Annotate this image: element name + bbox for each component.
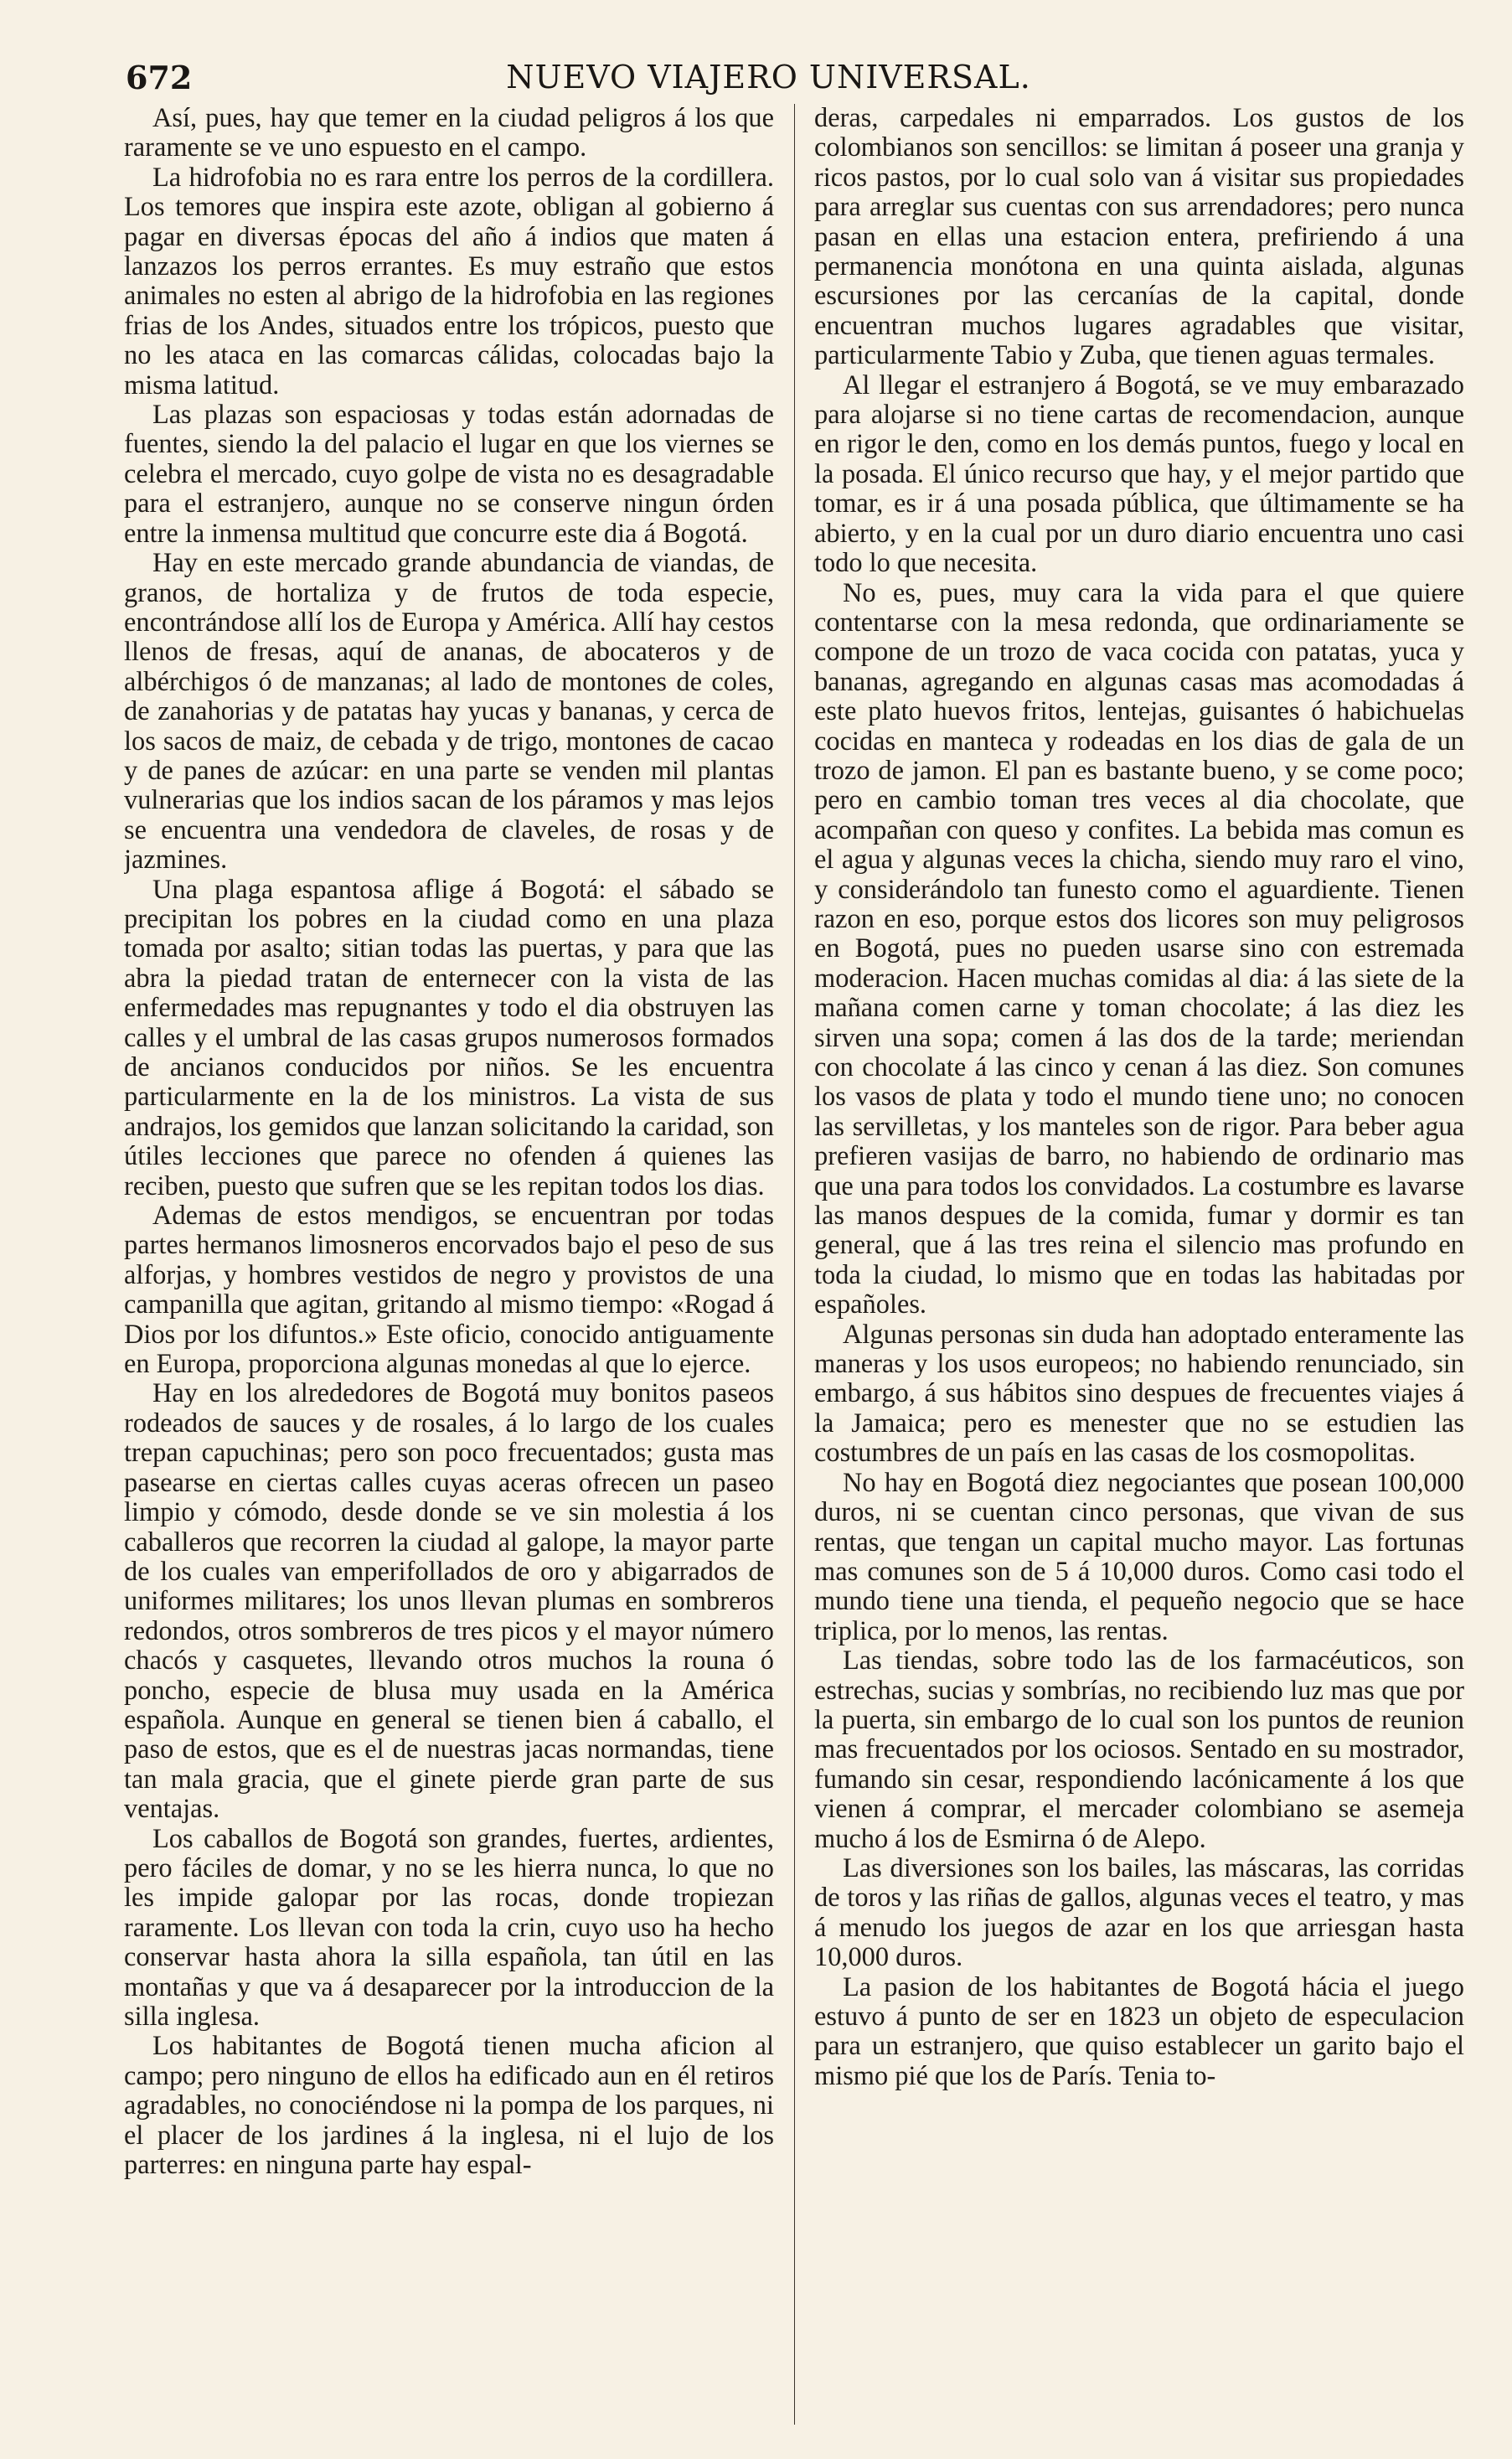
paragraph: No hay en Bogotá diez negociantes que posean 100,000 duros, ni se cuentan cinco personas, que vivan de sus rentas, que tengan un capital mucho mayor. Las fortunas mas comunes son de 5 á 10,000 duros. Como casi todo el mundo tiene una tienda, el pequeño negocio que se hace triplica, por lo menos, las rentas. xyxy=(814,1467,1464,1646)
text-columns xyxy=(124,104,1464,2425)
paragraph: Una plaga espantosa aflige á Bogotá: el sábado se precipitan los pobres en la ciudad como en una plaza tomada por asalto; sitian todas las puertas, y para que las abra la piedad tratan de enternecer con la vista de las enfermedades mas repugnantes y todo el dia obstruyen las calles y el umbral de las casas grupos numerosos formados de ancianos conducidos por niños. Se les encuentra particularmente en la de los ministros. La vista de sus andrajos, los gemidos que lanzan solicitando la caridad, son útiles lecciones que parece no ofenden á quienes las reciben, puesto que sufren que se les repitan todos los dias. xyxy=(124,874,774,1201)
paragraph: deras, carpedales ni emparrados. Los gustos de los colombianos son sencillos: se limitan á poseer una granja y ricos pastos, por lo cual solo van á visitar sus propiedades para arreglar sus cuentas con sus arrendadores; pero nunca pasan en ellas una estacion entera, prefiriendo á una permanencia monótona en una quinta aislada, algunas escursiones por las cercanías de la capital, donde encuentran muchos lugares agradables que visitar, particularmente Tabio y Zuba, que tienen aguas termales. xyxy=(814,104,1464,371)
paragraph: Los habitantes de Bogotá tienen mucha aficion al campo; pero ninguno de ellos ha edificado aun en él retiros agradables, no conociéndose ni la pompa de los parques, ni el placer de los jardines á la inglesa, ni el lujo de los parterres: en ninguna parte hay espal- xyxy=(124,2031,774,2181)
paragraph: Ademas de estos mendigos, se encuentran por todas partes hermanos limosneros encorvados bajo el peso de sus alforjas, y hombres vestidos de negro y provistos de una campanilla que agitan, gritando al mismo tiempo: «Rogad á Dios por los difuntos.» Este oficio, conocido antiguamente en Europa, proporciona algunas monedas al que lo ejerce. xyxy=(124,1201,774,1380)
paragraph: Al llegar el estranjero á Bogotá, se ve muy embarazado para alojarse si no tiene cartas de recomendacion, aunque en rigor le den, como en los demás puntos, fuego y local en la posada. El único recurso que hay, y el mejor partido que tomar, es ir á una posada pública, que últimamente se ha abierto, y en la cual por un duro diario encuentra uno casi todo lo que necesita. xyxy=(814,369,1464,579)
paragraph: Las diversiones son los bailes, las máscaras, las corridas de toros y las riñas de gallos, algunas veces el teatro, y mas á menudo los juegos de azar en los que arriesgan hasta 10,000 duros. xyxy=(814,1852,1464,1973)
column-divider xyxy=(794,104,795,2425)
paragraph: La pasion de los habitantes de Bogotá hácia el juego estuvo á punto de ser en 1823 un objeto de especulacion para un estranjero, que quiso establecer un garito bajo el mismo pié que los de París. Tenia to- xyxy=(814,1971,1464,2091)
paragraph: Así, pues, hay que temer en la ciudad peligros á los que raramente se ve uno espuesto en el campo. xyxy=(124,104,774,163)
paragraph: Hay en este mercado grande abundancia de viandas, de granos, de hortaliza y de frutos de toda especie, encontrándose allí los de Europa y América. Allí hay cestos llenos de fresas, aquí de ananas, de abocateros y de albérchigos ó de manzanas; al lado de montones de coles, de zanahorias y de patatas hay yucas y bananas, y cerca de los sacos de maiz, de cebada y de trigo, montones de cacao y de panes de azúcar: en una parte se venden mil plantas vulnerarias que los indios sacan de los páramos y mas lejos se encuentra una vendedora de claveles, de rosas y de jazmines. xyxy=(124,548,774,876)
paragraph: No es, pues, muy cara la vida para el que quiere contentarse con la mesa redonda, que ordinariamente se compone de un trozo de vaca cocida con patatas, yuca y bananas, agregando en algunas casas mas acomodadas á este plato huevos fritos, lentejas, guisantes ó habichuelas cocidas en manteca y rodeadas en los dias de gala de un trozo de jamon. El pan es bastante bueno, y se come poco; pero en cambio toman tres veces al dia chocolate, que acompañan con queso y confites. La bebida mas comun es el agua y algunas veces la chicha, siendo muy raro el vino, y considerándolo tan funesto como el aguardiente. Tienen razon en eso, porque estos dos licores son muy peligrosos en Bogotá, pues no pueden usarse sino con estremada moderacion. Hacen muchas comidas al dia: á las siete de la mañana comen carne y toman chocolate; á las diez les sirven una sopa; comen á las dos de la tarde; meriendan con chocolate á las cinco y cenan á las diez. Son comunes los vasos de plata y todo el mundo tiene uno; no conocen las servilletas, y los manteles son de rigor. Para beber agua prefieren vasijas de barro, no habiendo de ordinario mas que una para todos los convidados. La costumbre es lavarse las manos despues de la comida, fumar y dormir es tan general, que á las tres reina el silencio mas profundo en toda la ciudad, lo mismo que en todas las habitadas por españoles. xyxy=(814,577,1464,1320)
left-column xyxy=(124,104,774,2425)
paragraph: Los caballos de Bogotá son grandes, fuertes, ardientes, pero fáciles de domar, y no se les hierra nunca, lo que no les impide galopar por las rocas, donde tropiezan raramente. Los llevan con toda la crin, cuyo uso ha hecho conservar hasta ahora la silla española, tan útil en las montañas y que va á desaparecer por la introduccion de la silla inglesa. xyxy=(124,1823,774,2032)
paragraph: La hidrofobia no es rara entre los perros de la cordillera. Los temores que inspira este azote, obligan al gobierno á pagar en diversas épocas del año á indios que maten á lanzazos los perros errantes. Es muy estraño que estos animales no esten al abrigo de la hidrofobia en las regiones frias de los Andes, situados entre los trópicos, puesto que no les ataca en las comarcas cálidas, colocadas bajo la misma latitud. xyxy=(124,162,774,400)
paragraph: Algunas personas sin duda han adoptado enteramente las maneras y los usos europeos; no habiendo renunciado, sin embargo, á sus hábitos sino despues de frecuentes viajes á la Jamaica; pero es menester que no se estudien las costumbres de un país en las casas de los cosmopolitas. xyxy=(814,1319,1464,1469)
paragraph: Las plazas son espaciosas y todas están adornadas de fuentes, siendo la del palacio el lugar en que los viernes se celebra el mercado, cuyo golpe de vista no es desagradable para el estranjero, aunque no se conserve ningun órden entre la inmensa multitud que concurre este dia á Bogotá. xyxy=(124,400,774,549)
running-title: NUEVO VIAJERO UNIVERSAL. xyxy=(506,59,1031,96)
paragraph: Hay en los alrededores de Bogotá muy bonitos paseos rodeados de sauces y de rosales, á lo largo de los cuales trepan capuchinas; pero son poco frecuentados; gusta mas pasearse en ciertas calles cuyas aceras ofrecen un paseo limpio y cómodo, desde donde se ve sin molestia á los caballeros que recorren la ciudad al galope, la mayor parte de los cuales van emperifollados de oro y abigarrados de uniformes militares; los unos llevan plumas en sombreros redondos, otros sombreros de tres picos y el mayor número chacós y casquetes, llevando otros muchos la rouna ó poncho, especie de blusa muy usada en la América española. Aunque en general se tienen bien á caballo, el paso de estos, que es el de nuestras jacas normandas, tiene tan mala gracia, que el ginete pierde gran parte de sus ventajas. xyxy=(124,1378,774,1825)
paragraph: Las tiendas, sobre todo las de los farmacéuticos, son estrechas, sucias y sombrías, no recibiendo luz mas que por la puerta, sin embargo de lo cual son los puntos de reunion mas frecuentados por los ociosos. Sentado en su mostrador, fumando sin cesar, respondiendo lacónicamente á los que vienen á comprar, el mercader colombiano se asemeja mucho á los de Esmirna ó de Alepo. xyxy=(814,1645,1464,1854)
right-column xyxy=(814,104,1464,2425)
page-header xyxy=(126,55,1411,106)
page-number: 672 xyxy=(126,59,193,96)
